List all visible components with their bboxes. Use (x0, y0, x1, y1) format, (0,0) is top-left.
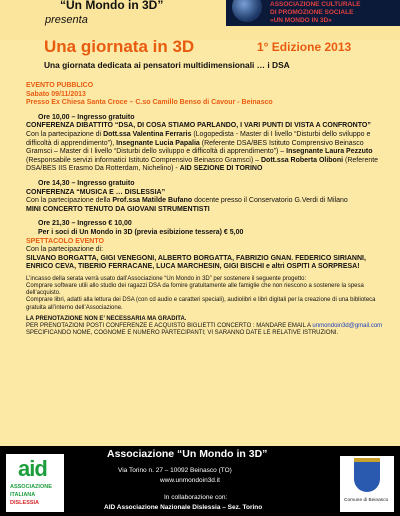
organization-name: “Un Mondo in 3D” (60, 0, 164, 12)
aid-logo-line-3: DISLESSIA (10, 500, 40, 506)
coat-of-arms-icon (354, 462, 380, 492)
comune-logo (340, 456, 394, 512)
session3-artists: SILVANO BORGATTA, GIGI VENEGONI, ALBERTO BORGATTA, FABRIZIO GNAN. FEDERICO SIRIANNI, ENRICO CEVA, TIBERIO FERRACANE, LUCA MARCHESIN, GIGI BISCHI e altri OSPITI A SORPRESA! (26, 254, 366, 271)
association-badge (226, 0, 400, 26)
session1-description: Con la partecipazione di Dott.ssa Valentina Ferraris (Logopedista - Master di I livello “Disturbi dello sviluppo e difficoltà di apprendimento”), Insegnante Lucia Papalia (Referente DSA/BES Istituto Comprensivo Beinasco Gramsci – Master di I livello “Disturbi dello sviluppo e difficoltà di apprendimento”) – Insegnante Laura Pezzuto (Responsabile servizi informatici Istituto Comprensivo Beinasco Gramsci) – Dott.ssa Roberta Oliboni (Referente DSA/BES IIS Erasmo Da Rotterdam, Nichelino) - AID SEZIONE DI TORINO (26, 130, 379, 173)
session2-time: Ore 14,30 – Ingresso gratuito (38, 179, 135, 187)
header-banner (0, 0, 400, 40)
comune-label: Comune di Beinasco (344, 498, 389, 503)
booking-line-2: PER PRENOTAZIONI POSTI CONFERENZE E ACQUISTO BIGLIETTI CONCERTO : MANDARE EMAIL A unmondoin3d@gmail.com (26, 323, 383, 330)
footer-association-name: Associazione “Un Mondo in 3D” (107, 448, 268, 460)
page-subtitle: Una giornata dedicata ai pensatori multidimensionali … i DSA (44, 60, 290, 70)
footer-address: Via Torino n. 27 – 10092 Beinasco (TO) (118, 467, 232, 474)
session2-title: CONFERENZA “MUSICA E … DISLESSIA” (26, 188, 166, 196)
session3-show-heading: SPETTACOLO EVENTO (26, 237, 104, 245)
event-place: Presso Ex Chiesa Santa Croce – C.so Camillo Benso di Cavour - Beinasco (26, 99, 273, 107)
aid-logo-line-1: ASSOCIAZIONE (10, 484, 52, 490)
booking-email-link[interactable]: unmondoin3d@gmail.com (312, 323, 383, 330)
badge-line-3: «UN MONDO IN 3D» (270, 17, 332, 24)
edition-label: 1° Edizione 2013 (257, 40, 352, 54)
session3-with: Con la partecipazione di: (26, 246, 104, 254)
aid-logo (6, 454, 64, 512)
footer-collaboration-label: In collaborazione con: (164, 494, 228, 501)
project-note-2: Comprare software utili allo studio dei ragazzi DSA da fornire gratuitamente alle famiglie che non riescono a sostenere la spesa dell’acquisto. (26, 283, 364, 297)
event-content (26, 82, 390, 338)
session1-time: Ore 10,00 – Ingresso gratuito (38, 113, 135, 121)
aid-logo-mark: aid (18, 456, 47, 481)
session3-time: Ore 21,30 – Ingresso € 10,00 (38, 220, 132, 228)
session2-description: Con la partecipazione della Prof.ssa Matilde Bufano docente presso il Conservatorio G.Verdi di Milano (26, 197, 348, 205)
presenta-label: presenta (45, 14, 88, 26)
badge-line-1: ASSOCIAZIONE CULTURALE (270, 1, 361, 8)
footer (0, 446, 400, 516)
project-note-3: Comprare libri, adatti alla lettura dei DSA (con cd audio e caratteri speciali), audiolibri e libri digitali per la creazione di una biblioteca gratuita all’interno dell’Associazione. (26, 297, 376, 311)
aid-logo-line-2: ITALIANA (10, 492, 36, 498)
badge-line-2: DI PROMOZIONE SOCIALE (270, 9, 354, 16)
booking-line-3: SPECIFICANDO NOME, COGNOME E NUMERO PARTECIPANTI; VI SARANNO DATE LE RELATIVE ISTRUZIONI. (26, 330, 339, 337)
footer-aid-partner: AID Associazione Nazionale Dislessia – Sez. Torino (104, 504, 263, 511)
session2-concert: MINI CONCERTO TENUTO DA GIOVANI STRUMENTISTI (26, 205, 210, 213)
footer-website-link[interactable]: www.unmondoin3d.it (160, 477, 220, 484)
booking-line-1: LA PRENOTAZIONE NON E’ NECESSARIA MA GRADITA. (26, 315, 187, 322)
session3-members-price: Per i soci di Un Mondo in 3D (previa esibizione tessera) € 5,00 (38, 228, 244, 236)
globe-icon (232, 0, 262, 22)
event-heading: EVENTO PUBBLICO (26, 82, 94, 89)
page-title: Una giornata in 3D (44, 37, 195, 56)
project-note-1: L’incasso della serata verrà usato dall’Associazione “Un Mondo in 3D” per sostenere il seguente progetto: (26, 275, 307, 282)
session1-title: CONFERENZA DIBATTITO “DSA, DI COSA STIAMO PARLANDO, I VARI PUNTI DI VISTA A CONFRONTO” (26, 122, 371, 130)
event-date: Sabato 09/11/2013 (26, 90, 86, 98)
